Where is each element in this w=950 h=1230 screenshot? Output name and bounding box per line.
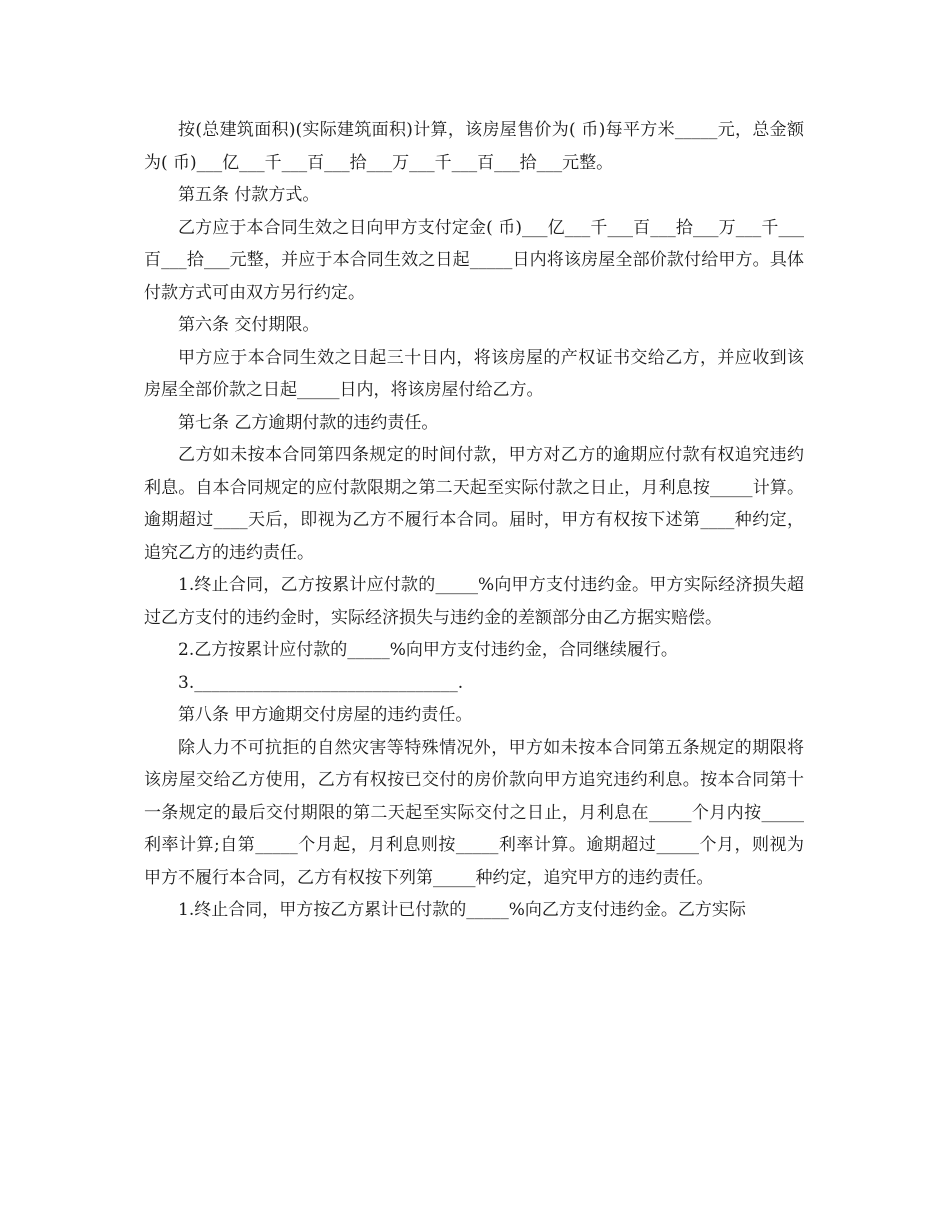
contract-page [144, 114, 804, 927]
buyer-option-2: 2.乙方按累计应付款的_____%向甲方支付违约金，合同继续履行。 [178, 640, 678, 660]
seller-late-delivery-paragraph: 除人力不可抗拒的自然灾害等特殊情况外，甲方如未按本合同第五条规定的期限将该房屋交给乙方使用，乙方有权按已交付的房价款向甲方追究违约利息。按本合同第十一条规定的最后交付期限的第二天起至实际交付之日止，月利息在_____个月内按_____利率计算;自第_____个月起，月利息则按_____利率计算。逾期超过_____个月，则视为甲方不履行本合同，乙方有权按下列第_____种约定，追究甲方的违约责任。 [144, 737, 804, 888]
article-7-heading: 第七条 乙方逾期付款的违约责任。 [178, 412, 439, 433]
price-paragraph: 按(总建筑面积)(实际建筑面积)计算，该房屋售价为( 币)每平方米_____元，总金额为( 币)___亿___千___百___拾___万___千___百___拾___元整。 [144, 120, 804, 173]
delivery-paragraph: 甲方应于本合同生效之日起三十日内，将该房屋的产权证书交给乙方，并应收到该房屋全部价款之日起_____日内，将该房屋付给乙方。 [144, 347, 804, 400]
buyer-option-3: 3._______________________________. [178, 672, 464, 693]
article-6-heading: 第六条 交付期限。 [178, 315, 320, 335]
payment-paragraph: 乙方应于本合同生效之日向甲方支付定金( 币)___亿___千___百___拾___万___千___百___拾___元整，并应于本合同生效之日起_____日内将该房屋全部价款付给甲方。具体付款方式可由双方另行约定。 [144, 217, 804, 303]
seller-option-1: 1.终止合同，甲方按乙方累计已付款的_____%向乙方支付违约金。乙方实际 [178, 900, 746, 920]
article-8-heading: 第八条 甲方逾期交付房屋的违约责任。 [178, 705, 473, 725]
buyer-late-payment-paragraph: 乙方如未按本合同第四条规定的时间付款，甲方对乙方的逾期应付款有权追究违约利息。自本合同规定的应付款限期之第二天起至实际付款之日止，月利息按_____计算。逾期超过____天后，即视为乙方不履行本合同。届时，甲方有权按下述第____种约定，追究乙方的违约责任。 [144, 445, 804, 563]
buyer-option-1: 1.终止合同，乙方按累计应付款的_____%向甲方支付违约金。甲方实际经济损失超过乙方支付的违约金时，实际经济损失与违约金的差额部分由乙方据实赔偿。 [144, 575, 804, 628]
article-5-heading: 第五条 付款方式。 [178, 185, 320, 205]
